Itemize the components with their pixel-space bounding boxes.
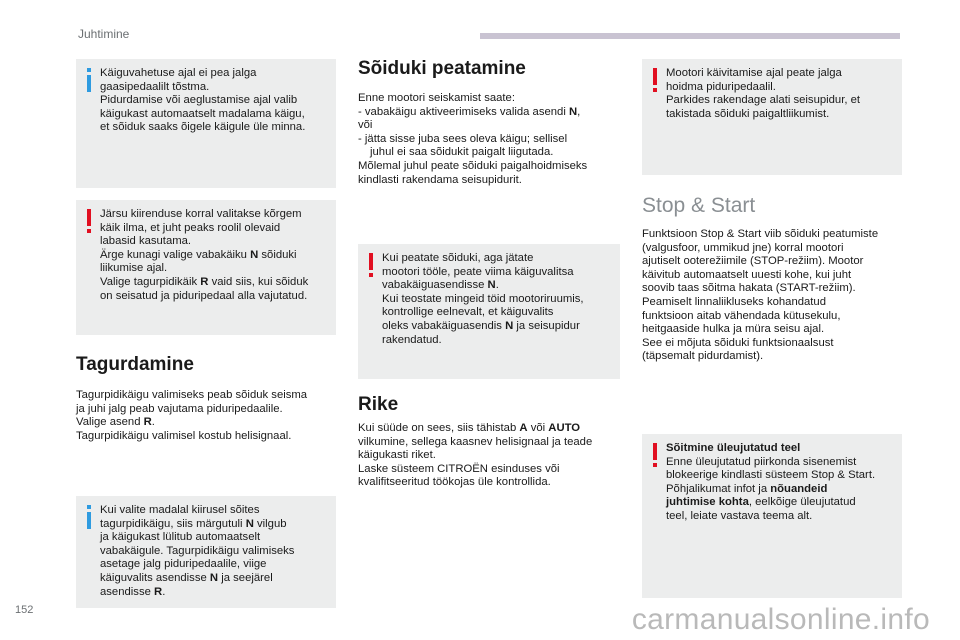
info-note-gear-change (76, 59, 336, 188)
warning-note-starting (642, 59, 902, 175)
note-text: Mootori käivitamise ajal peate jalga hoidma piduripedaalil. Parkides rakendage alati seisupidur, et takistada sõiduki paigaltliikumist. (666, 67, 861, 120)
watermark: carmanualsonline.info (631, 603, 930, 636)
header-bar (480, 33, 900, 39)
text-peatamine: Enne mootori seiskamist saate: - vabakäigu aktiveerimiseks valida asendi N, või - jätta sisse juba sees oleva käigu; sellisel juhul ei saa sõidukit paigalt liigutada. Mõlemal juhul peate sõiduki paigalhoidmiseks kindlasti rakendama seisupidurit. (358, 92, 588, 186)
warning-icon (85, 209, 93, 233)
warning-icon (651, 68, 659, 92)
text-stop-start: Funktsioon Stop & Start viib sõiduki peatumiste (valgusfoor, ummikud jne) korral mootori ajutiselt ooterežiimile (STOP-režiim). Mootor käivitub automaatselt uuesti kohe, kui juht soovib taas sõitma hakata (START-režiim). Peamiselt linnaliikluseks kohandatud funktsioon aitab vähendada kütusekulu, heitgaaside hulka ja müra seisu ajal. See ei mõjuta sõiduki funktsionaalsust (täpsemalt pidurdamist). (642, 228, 879, 363)
info-icon (85, 505, 93, 529)
warning-note-acceleration (76, 200, 336, 335)
warning-icon (367, 253, 375, 277)
text-rike: Kui süüde on sees, siis tähistab A või AUTO vilkumine, sellega kaasnev helisignaal ja teade käigukasti riket. Laske süsteem CITROËN esinduses või kvalifitseeritud töökojas üle kontrollida. (358, 422, 593, 489)
warning-note-flooded-road (642, 434, 902, 598)
info-icon (85, 68, 93, 92)
page-number: 152 (15, 604, 34, 616)
note-text: Sõitmine üleujutatud teel Enne üleujutatud piirkonda sisenemist blokeerige kindlasti süsteem Stop & Start. Põhjalikumat infot ja nõuandeid juhtimise kohta, eelkõige üleujutatud teel, leiate vastava teema alt. (666, 442, 876, 522)
heading-stop-start: Stop & Start (642, 194, 756, 217)
warning-icon (651, 443, 659, 467)
note-text: Kui peatate sõiduki, aga jätate mootori tööle, peate viima käiguvalitsa vabakäiguasendisse N. Kui teostate mingeid töid mootoriruumis, kontrollige eelnevalt, et käiguvalits oleks vabakäiguasendis N ja seisupidur rakendatud. (382, 252, 584, 346)
heading-peatamine: Sõiduki peatamine (358, 58, 526, 79)
text-tagurdamine: Tagurpidikäigu valimiseks peab sõiduk seisma ja juhi jalg peab vajutama piduripedaalile. Valige asend R. Tagurpidikäigu valimisel kostub helisignaal. (76, 389, 308, 442)
warning-note-stopping (358, 244, 620, 379)
note-text: Kui valite madalal kiirusel sõites tagurpidikäigu, siis märgutuli N vilgub ja käigukast lülitub automaatselt vabakäigule. Tagurpidikäigu valimiseks asetage jalg piduripedaalile, viige käiguvalits asendisse N ja seejärel asendisse R. (100, 504, 295, 598)
note-text: Käiguvahetuse ajal ei pea jalga gaasipedaalilt tõstma. Pidurdamise või aeglustamise ajal valib käigukast automaatselt madalama käigu, et sõiduk saaks õigele käigule üle minna. (100, 67, 306, 134)
heading-rike: Rike (358, 394, 399, 415)
section-title: Juhtimine (78, 27, 130, 41)
heading-tagurdamine: Tagurdamine (76, 354, 194, 375)
info-note-reverse (76, 496, 336, 608)
note-text: Järsu kiirenduse korral valitakse kõrgem käik ilma, et juht peaks roolil olevaid labasid kasutama. Ärge kunagi valige vabakäiku N sõiduki liikumise ajal. Valige tagurpidikäik R vaid siis, kui sõiduk on seisatud ja piduripedaal alla vajutatud. (100, 208, 309, 302)
